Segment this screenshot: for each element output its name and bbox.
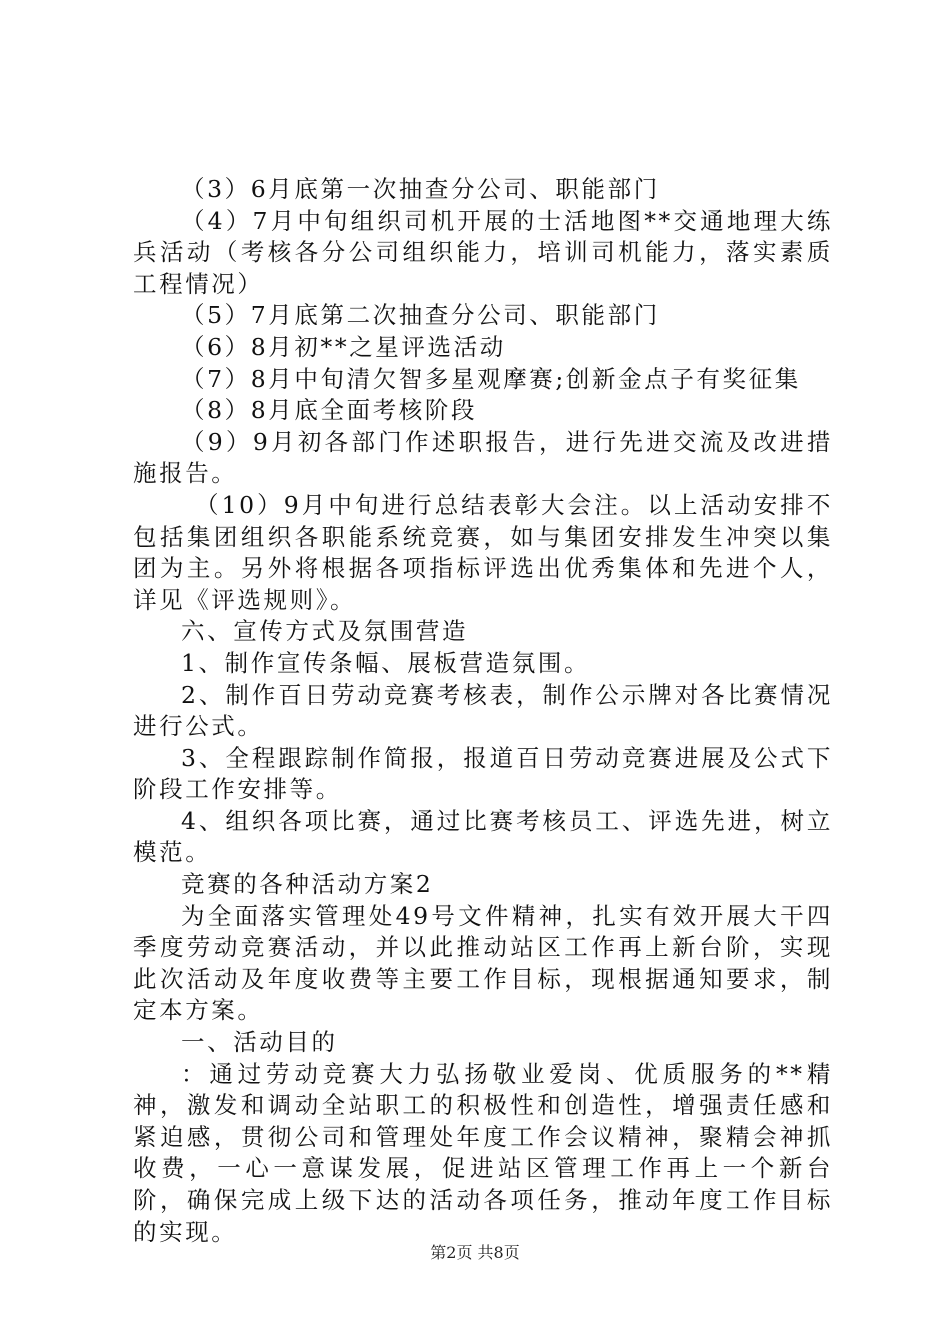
paragraph: （5）7月底第二次抽查分公司、职能部门 (181, 301, 660, 330)
paragraph: 为全面落实管理处49号文件精神，扎实有效开展大干四季度劳动竞赛活动，并以此推动站区工作再上新台阶，实现此次活动及年度收费等主要工作目标，现根据通知要求，制定本方案。 (133, 901, 833, 1025)
document-body (133, 174, 833, 1248)
page-number: 第2页 共8页 (430, 1243, 520, 1262)
paragraph: 2、制作百日劳动竞赛考核表，制作公示牌对各比赛情况进行公式。 (133, 680, 833, 741)
paragraph: （4）7月中旬组织司机开展的士活地图**交通地理大练兵活动（考核各分公司组织能力，培训司机能力，落实素质工程情况） (133, 206, 833, 298)
section-heading: 六、宣传方式及氛围营造 (181, 617, 469, 646)
paragraph: （6）8月初**之星评选活动 (181, 332, 506, 361)
paragraph: 4、组织各项比赛，通过比赛考核员工、评选先进，树立模范。 (133, 806, 833, 867)
paragraph: （7）8月中旬清欠智多星观摩赛;创新金点子有奖征集 (181, 364, 801, 393)
paragraph: （10）9月中旬进行总结表彰大会注。以上活动安排不包括集团组织各职能系统竞赛，如与集团安排发生冲突以集团为主。另外将根据各项指标评选出优秀集体和先进个人，详见《评选规则》。 (133, 490, 833, 614)
document-subtitle: 竞赛的各种活动方案2 (181, 870, 434, 899)
paragraph: 3、全程跟踪制作简报，报道百日劳动竞赛进展及公式下阶段工作安排等。 (133, 743, 833, 804)
paragraph: （9）9月初各部门作述职报告，进行先进交流及改进措施报告。 (133, 427, 833, 488)
paragraph: ：通过劳动竞赛大力弘扬敬业爱岗、优质服务的**精神，激发和调动全站职工的积极性和创造性，增强责任感和紧迫感，贯彻公司和管理处年度工作会议精神，聚精会神抓收费，一心一意谋发展，促进站区管理工作再上一个新台阶，确保完成上级下达的活动各项任务，推动年度工作目标的实现。 (133, 1059, 833, 1246)
paragraph: （8）8月底全面考核阶段 (181, 396, 478, 425)
paragraph: 1、制作宣传条幅、展板营造氛围。 (181, 648, 591, 677)
section-heading: 一、活动目的 (181, 1028, 338, 1057)
paragraph: （3）6月底第一次抽查分公司、职能部门 (181, 175, 660, 203)
